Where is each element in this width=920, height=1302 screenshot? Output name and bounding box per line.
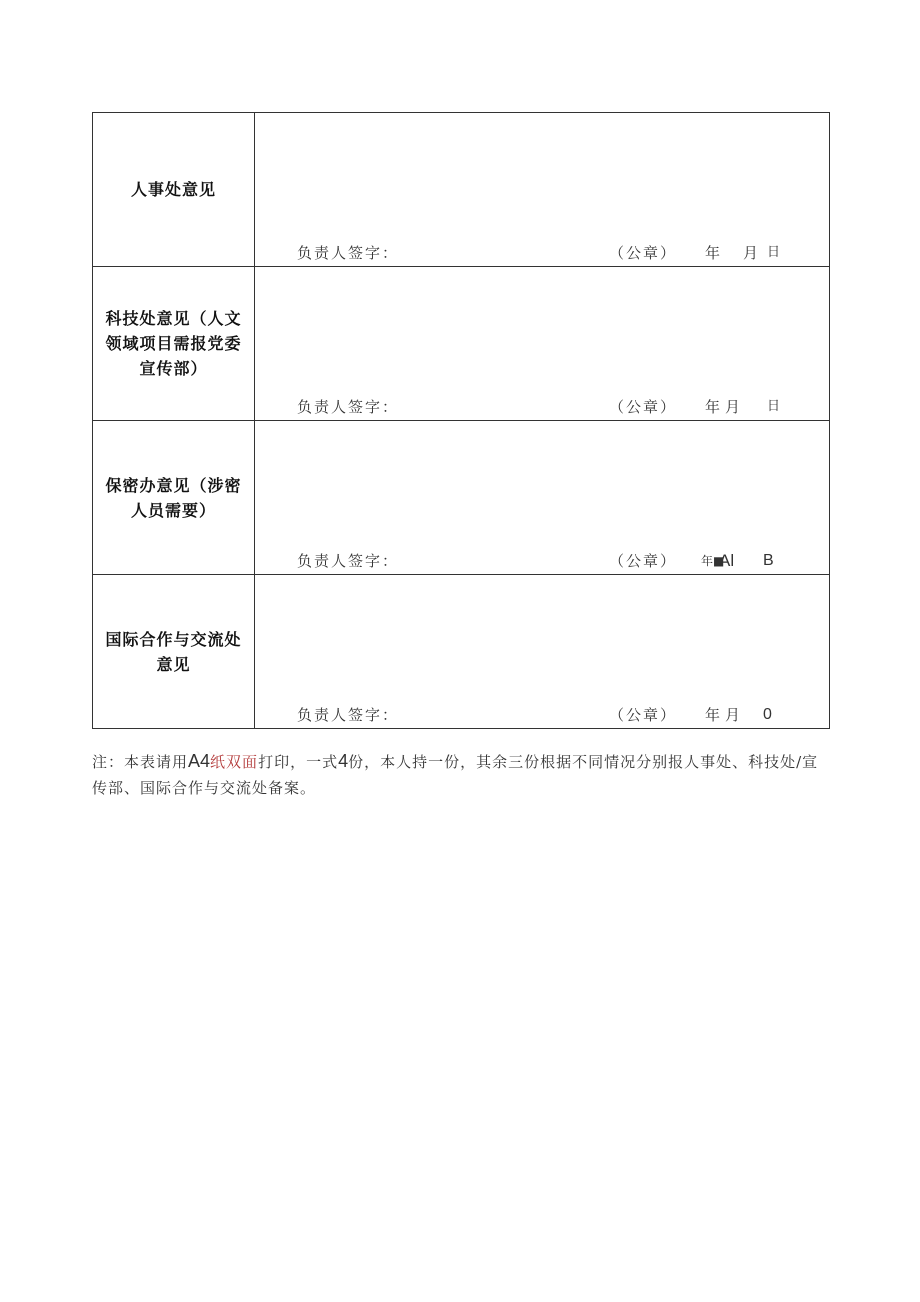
- seal-label: （公章）: [609, 552, 678, 570]
- day-label: 0: [763, 706, 772, 723]
- seal-label: （公章）: [609, 706, 678, 724]
- paper-size: A4: [188, 751, 211, 771]
- opinion-cell[interactable]: [255, 421, 830, 575]
- note-text: 份，本人持一份，其余三份根据不同情况分别报人事处、科技处/宣传部、国际合作与交流处备案。: [92, 753, 819, 797]
- year-label: 年: [705, 706, 723, 724]
- table-row: [93, 575, 830, 729]
- note-highlight: 纸双面: [210, 753, 259, 771]
- signature-line: [297, 550, 817, 572]
- table-row: [93, 113, 830, 267]
- month-label: Al: [719, 551, 735, 570]
- row-label: 保密办意见（涉密人员需要）: [105, 475, 242, 520]
- row-label: 国际合作与交流处意见: [105, 629, 242, 674]
- approval-table: [92, 112, 830, 729]
- table-row: [93, 421, 830, 575]
- row-label: 人事处意见: [130, 180, 216, 199]
- copy-count: 4: [338, 751, 349, 771]
- row-label-cell: [93, 113, 255, 267]
- row-label-cell: [93, 267, 255, 421]
- seal-label: （公章）: [609, 244, 678, 262]
- seal-label: （公章）: [609, 398, 678, 416]
- year-label: 年: [705, 244, 723, 262]
- month-label: 月: [743, 244, 761, 262]
- note-text: 注：本表请用: [92, 753, 189, 771]
- signature-line: [297, 704, 817, 726]
- day-label: 日: [767, 245, 783, 260]
- row-label: 科技处意见（人文领域项目需报党委宣传部）: [105, 309, 242, 378]
- row-label-cell: [93, 421, 255, 575]
- day-label: 日: [767, 399, 783, 414]
- month-label: 月: [725, 706, 743, 724]
- signature-label: 负责人签字：: [297, 244, 400, 262]
- signature-line: [297, 242, 817, 264]
- year-label: 年: [705, 398, 723, 416]
- signature-label: 负责人签字：: [297, 552, 400, 570]
- year-label: 年■: [701, 554, 725, 568]
- signature-label: 负责人签字：: [297, 398, 400, 416]
- opinion-cell[interactable]: [255, 575, 830, 729]
- opinion-cell[interactable]: [255, 113, 830, 267]
- day-label: B: [763, 552, 774, 569]
- note-text: 打印，一式: [258, 753, 339, 771]
- footnote: [92, 748, 832, 801]
- signature-label: 负责人签字：: [297, 706, 400, 724]
- table-row: [93, 267, 830, 421]
- month-label: 月: [725, 398, 743, 416]
- opinion-cell[interactable]: [255, 267, 830, 421]
- row-label-cell: [93, 575, 255, 729]
- signature-line: [297, 396, 817, 418]
